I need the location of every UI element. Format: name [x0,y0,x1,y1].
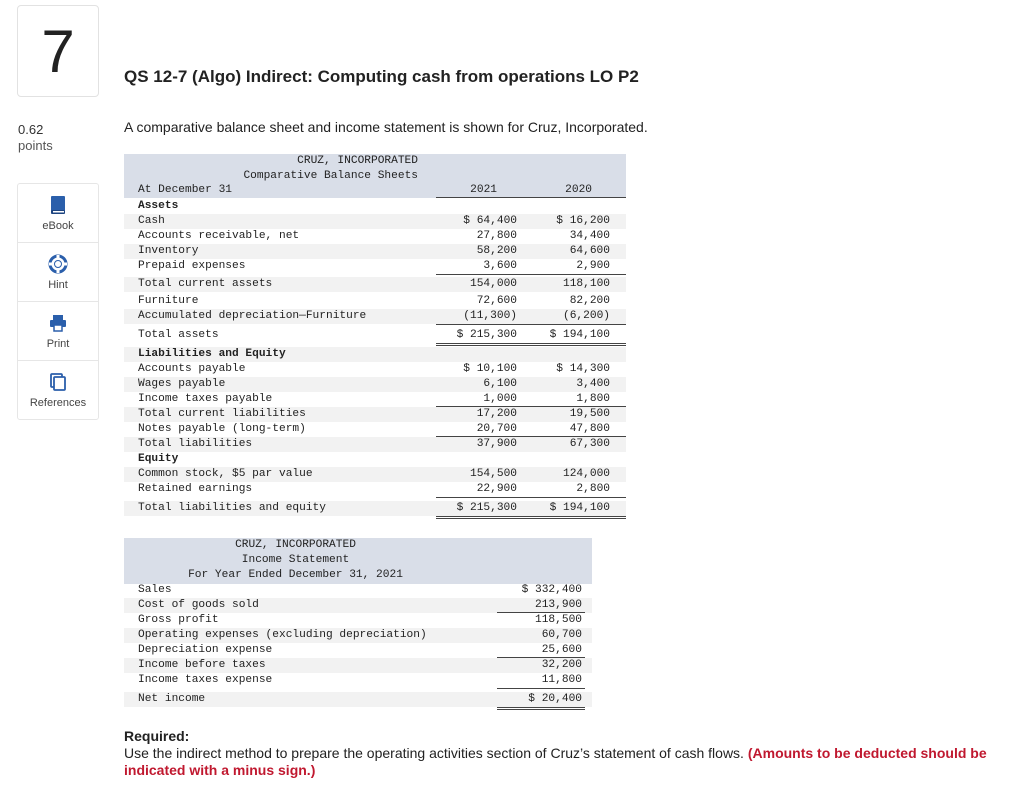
bs-row: Total current assets 154,000 118,100 [124,277,626,292]
is-row: Sales $ 332,400 [138,584,582,596]
required-text: Use the indirect method to prepare the operating activities section of Cruz’s statement of cash flows. [124,745,744,761]
question-intro: A comparative balance sheet and income statement is shown for Cruz, Incorporated. [124,119,648,135]
ebook-label: eBook [42,219,74,232]
references-button[interactable] [18,361,98,419]
print-button[interactable] [18,302,98,361]
bs-row: Accounts payable $ 10,100 $ 14,300 [138,363,610,375]
bs-row: Total liabilities 37,900 67,300 [124,437,626,452]
bs-equity-heading: Equity [138,453,179,465]
bs-row: Accounts receivable, net 27,800 34,400 [138,230,610,242]
ebook-button[interactable] [18,184,98,243]
bs-row: Notes payable (long-term) 20,700 47,800 [138,423,610,435]
is-row: Income before taxes 32,200 [124,658,592,673]
bs-at-label: At December 31 [138,184,232,196]
bs-title: Comparative Balance Sheets [243,170,418,182]
bs-row: Common stock, $5 par value 154,500 124,000 [124,467,626,482]
bs-row: Retained earnings 22,900 2,800 [138,483,610,495]
points-label: points [18,138,53,153]
required-heading: Required: [124,728,190,744]
is-row: Operating expenses (excluding depreciation) 60,700 [124,628,592,643]
income-statement-header [124,538,592,584]
bs-row: Prepaid expenses 3,600 2,900 [138,260,610,272]
book-icon [49,195,67,215]
required-note: (Amounts to be deducted should be indicated with a minus sign.) [124,745,987,778]
required-section [124,728,1004,779]
bs-row: Cash $ 64,400 $ 16,200 [124,214,626,229]
points-display [18,122,53,154]
bs-column-header [124,183,626,198]
bs-row: Accumulated depreciation—Furniture (11,300) (6,200) [124,309,626,324]
is-row: Net income $ 20,400 [124,692,592,707]
bs-le-heading: Liabilities and Equity [124,347,626,362]
is-row: Cost of goods sold 213,900 [124,598,592,613]
bs-row: Total current liabilities 17,200 19,500 [124,407,626,422]
bs-company: CRUZ, INCORPORATED [297,155,418,167]
bs-col-2020: 2020 [565,184,592,196]
bs-col-2021: 2021 [470,184,497,196]
printer-icon [48,313,68,333]
bs-row: Inventory 58,200 64,600 [124,244,626,259]
bs-row: Total assets $ 215,300 $ 194,100 [138,329,610,341]
bs-assets-heading: Assets [138,200,179,212]
bs-row: Wages payable 6,100 3,400 [124,377,626,392]
is-row: Depreciation expense 25,600 [138,644,582,656]
tool-panel [17,183,99,420]
is-row: Income taxes expense 11,800 [138,674,582,686]
bs-row: Income taxes payable 1,000 1,800 [138,393,610,405]
is-row: Gross profit 118,500 [138,614,582,626]
references-icon [48,372,68,392]
print-label: Print [46,337,70,350]
question-title: QS 12-7 (Algo) Indirect: Computing cash from operations LO P2 [124,67,639,86]
bs-row: Total liabilities and equity $ 215,300 $ 194,100 [124,501,626,516]
lifebuoy-icon [48,254,68,274]
is-title: Income Statement [241,554,350,566]
is-company: CRUZ, INCORPORATED [235,539,356,551]
hint-button[interactable] [18,243,98,302]
references-label: References [29,396,87,409]
points-value: 0.62 [18,122,44,137]
balance-sheet-header [124,154,626,198]
is-period: For Year Ended December 31, 2021 [188,569,403,581]
hint-label: Hint [48,278,68,291]
bs-row: Furniture 72,600 82,200 [138,295,610,307]
question-number: 7 [17,5,99,97]
